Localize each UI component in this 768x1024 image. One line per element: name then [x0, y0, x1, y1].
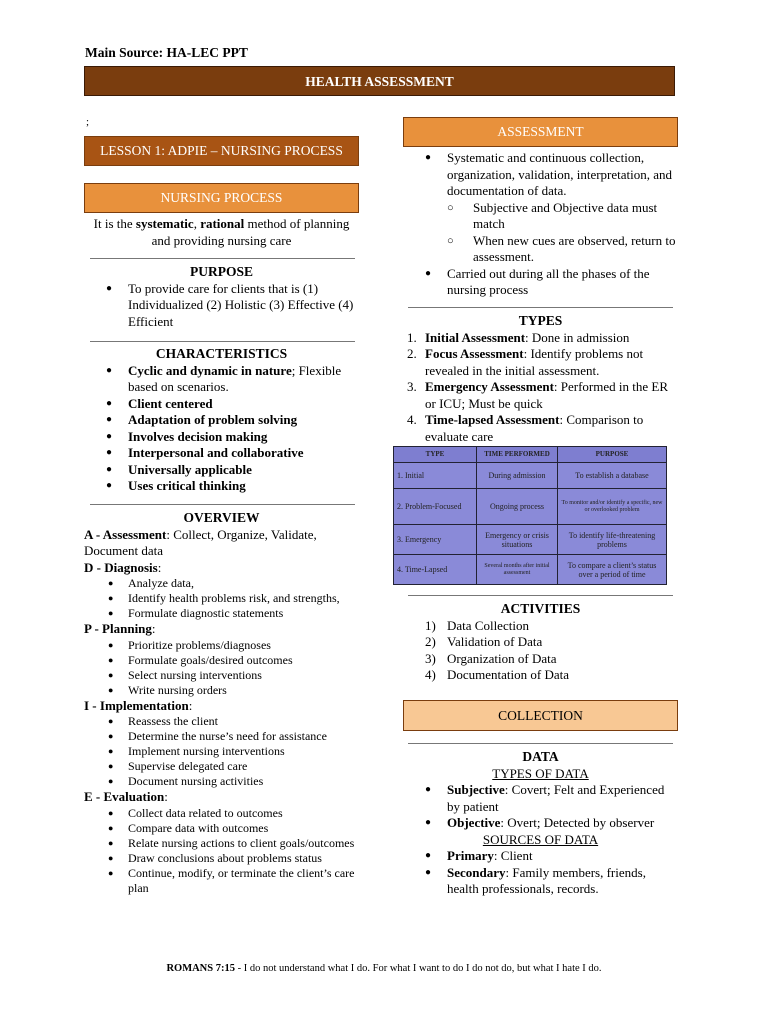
purpose-text: ● To provide care for clients that is (1) Individualized (2) Holistic (3) Effective (4) Efficient	[84, 281, 359, 331]
list-item: ● Cyclic and dynamic in nature; Flexible based on scenarios.	[84, 363, 359, 396]
list-item: ● Secondary: Family members, friends, health professionals, records.	[403, 865, 678, 898]
lesson-title: LESSON 1: ADPIE – NURSING PROCESS	[84, 136, 359, 166]
list-item: ● Universally applicable	[84, 462, 359, 479]
nursing-process-heading: NURSING PROCESS	[84, 183, 359, 213]
table-header: TYPE	[394, 447, 477, 463]
table-row: 1. Initial During admission To establish a database	[394, 463, 667, 489]
list-item: ● Prioritize problems/diagnoses	[84, 638, 359, 653]
table-header: PURPOSE	[558, 447, 667, 463]
list-item: ● Subjective: Covert; Felt and Experienced by patient	[403, 782, 678, 815]
list-item: ● Formulate goals/desired outcomes	[84, 653, 359, 668]
overview-section	[84, 510, 359, 896]
nursing-process-definition: It is the systematic, rational method of planning and providing nursing care	[93, 216, 350, 248]
list-item: ● Analyze data,	[84, 576, 359, 591]
list-item: ● Implement nursing interventions	[84, 744, 359, 759]
divider	[90, 258, 355, 259]
sub-item: ○ Subjective and Objective data must match	[447, 200, 678, 233]
list-item: ● Involves decision making	[84, 429, 359, 446]
page-title-banner: HEALTH ASSESSMENT	[84, 66, 675, 96]
list-item: ● Select nursing interventions	[84, 668, 359, 683]
characteristics-title: CHARACTERISTICS	[155, 346, 288, 361]
list-item: 3) Organization of Data	[425, 650, 557, 666]
evaluation-label: E - Evaluation:	[84, 789, 168, 804]
table-row: 2. Problem-Focused Ongoing process To monitor and/or identify a specific, new or overlooked problem	[394, 489, 667, 525]
list-item: ● Continue, modify, or terminate the client’s care plan	[84, 866, 359, 896]
data-section	[403, 749, 678, 898]
list-item: 1) Data Collection	[425, 617, 529, 633]
list-item: 1. Initial Assessment: Done in admission	[407, 329, 630, 345]
list-item: ● Draw conclusions about problems status	[84, 851, 359, 866]
list-item: ● Identify health problems risk, and strengths,	[84, 591, 359, 606]
list-item: ● Uses critical thinking	[84, 478, 359, 495]
divider	[90, 341, 355, 342]
list-item: ● Supervise delegated care	[84, 759, 359, 774]
assessment-types-table	[393, 446, 667, 585]
list-item: ● Compare data with outcomes	[84, 821, 359, 836]
table-row: 4. Time-Lapsed Several months after initial assessment To compare a client’s status over a period of time	[394, 555, 667, 585]
assessment-heading: ASSESSMENT	[403, 117, 678, 147]
list-item: ● Interpersonal and collaborative	[84, 445, 359, 462]
footer-quote: ROMANS 7:15 - I do not understand what I do. For what I want to do I do not do, but what I hate I do.	[166, 963, 602, 974]
list-item: 4) Documentation of Data	[425, 667, 570, 682]
divider	[408, 595, 673, 596]
list-item: 4. Time-lapsed Assessment: Comparison to evaluate care	[407, 412, 644, 444]
list-item: ● Client centered	[84, 396, 359, 413]
characteristics-section	[84, 346, 359, 495]
list-item: ● Write nursing orders	[84, 683, 359, 698]
main-source: Main Source: HA-LEC PPT	[85, 45, 248, 60]
types-title: TYPES	[518, 313, 563, 328]
types-section	[403, 313, 678, 445]
assessment-line: A - Assessment: Collect, Organize, Validate, Document data	[84, 526, 317, 558]
types-of-data-title: TYPES OF DATA	[492, 765, 589, 781]
list-item: ● Adaptation of problem solving	[84, 412, 359, 429]
sources-of-data-title: SOURCES OF DATA	[482, 831, 599, 847]
list-item: 2. Focus Assessment: Identify problems not revealed in the initial assessment.	[407, 346, 644, 378]
list-item: ● Reassess the client	[84, 714, 359, 729]
collection-heading: COLLECTION	[403, 700, 678, 731]
divider	[90, 504, 355, 505]
activities-section	[403, 601, 678, 684]
divider	[408, 743, 673, 744]
sub-item: ○ When new cues are observed, return to assessment.	[447, 233, 678, 266]
data-title: DATA	[522, 749, 559, 764]
divider	[408, 307, 673, 308]
list-item: ● Relate nursing actions to client goals/outcomes	[84, 836, 359, 851]
assessment-definition	[403, 150, 678, 299]
list-item: ● Carried out during all the phases of the nursing process	[403, 266, 678, 299]
table-row: 3. Emergency Emergency or crisis situations To identify life-threatening problems	[394, 525, 667, 555]
overview-title: OVERVIEW	[183, 510, 260, 525]
diagnosis-label: D - Diagnosis:	[84, 559, 162, 575]
purpose-title: PURPOSE	[189, 264, 253, 279]
list-item: ● Objective: Overt; Detected by observer	[403, 815, 678, 832]
purpose-section	[84, 264, 359, 330]
list-item: 3. Emergency Assessment: Performed in the ER or ICU; Must be quick	[407, 379, 668, 411]
list-item: ● Document nursing activities	[84, 774, 359, 789]
implementation-label: I - Implementation:	[84, 697, 193, 713]
stray-mark: ;	[86, 116, 90, 128]
activities-title: ACTIVITIES	[500, 601, 581, 616]
list-item: 2) Validation of Data	[425, 634, 543, 649]
table-header: TIME PERFORMED	[477, 447, 558, 463]
list-item: ● Formulate diagnostic statements	[84, 606, 359, 621]
list-item: ● Collect data related to outcomes	[84, 806, 359, 821]
list-item: ● Determine the nurse’s need for assistance	[84, 729, 359, 744]
list-item: ● Primary: Client	[403, 848, 678, 865]
planning-label: P - Planning:	[84, 621, 156, 636]
list-item: ● Systematic and continuous collection, organization, validation, interpretation, and documentation of data. ○ Subjective and Objective data must match ○ When new cues are observed, return to assessment.	[403, 150, 678, 266]
